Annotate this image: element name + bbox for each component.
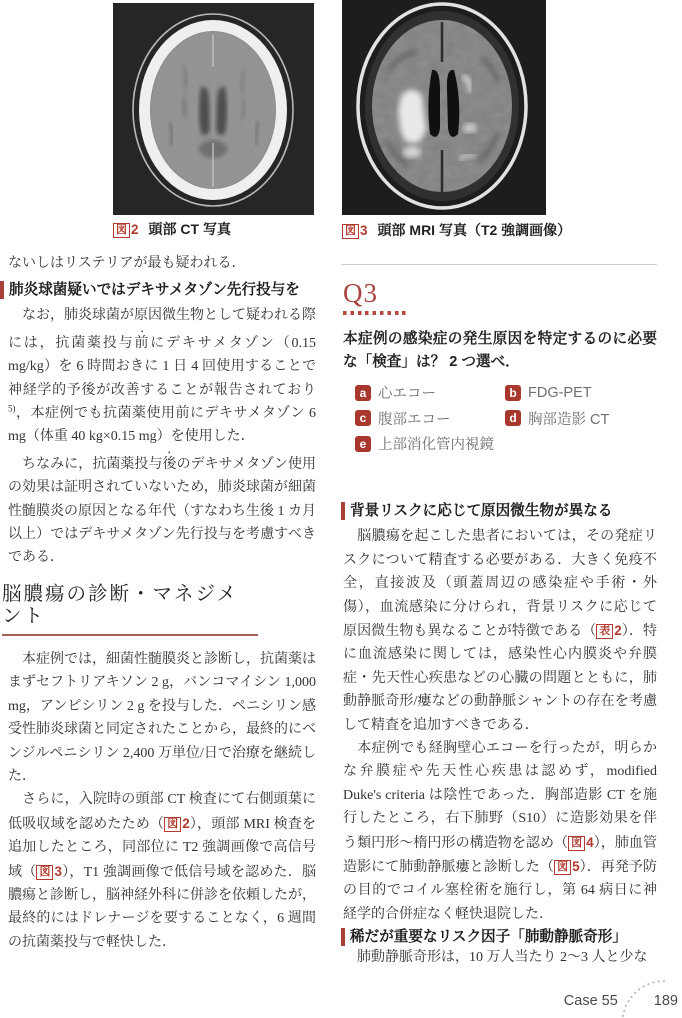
section-heading-pavm: 稀だが重要なリスク因子「肺動静脈奇形」 xyxy=(341,928,657,946)
figure3-label-icon: 図 xyxy=(342,224,359,239)
option-a xyxy=(355,382,505,403)
right-text-column xyxy=(341,264,657,970)
figure-reference: 図 3 xyxy=(36,865,62,880)
left-text-column xyxy=(0,252,316,954)
option-d xyxy=(505,408,657,429)
option-e xyxy=(355,433,505,454)
option-b-badge: b xyxy=(505,385,521,401)
option-b xyxy=(505,382,657,403)
page-footer xyxy=(564,978,678,1010)
question-text: 本症例の感染症の発生原因を特定するのに必要な「検査」は？ 2 つ選べ． xyxy=(343,330,657,370)
option-c-badge: c xyxy=(355,410,371,426)
option-d-label: 胸部造影 CT xyxy=(528,411,610,428)
section-heading-dexamethasone: 肺炎球菌疑いではデキサメタゾン先行投与を xyxy=(0,281,316,299)
option-a-badge: a xyxy=(355,385,371,401)
figure3-caption-text: 頭部 MRI 写真（T2 強調画像） xyxy=(377,222,572,238)
option-c xyxy=(355,408,505,429)
paragraph-dexamethasone-1: なお，肺炎球菌が原因微生物として疑われる際には，抗菌薬投与前にデキサメタゾン（0.15 mg/kg）を 6 時間おきに 1 日 4 回使用することで神経学的予後が改善することが報告されており$^{5)}$，本症例でも抗菌薬使用前にデキサメタゾン 6 mg（体重 40 kg×0.15 mg）を使用した． xyxy=(8,308,317,445)
intro-paragraph: ないしはリステリアが最も疑われる． xyxy=(8,256,246,271)
paragraph-workup: 本症例でも経胸壁心エコーを行ったが，明らかな弁膜症や先天性心疾患は認めず，modified Duke's criteria は陰性であった．胸部造影 CT を施行したところ，右下肺野（S10）に造影効果を伴う類円形〜楕円形の構造物を認め（ 図 4），肺血管造影にて肺動静脈瘻と診断した（ 図 5）．再発予防の目的でコイル塞栓術を施行し，第 64 病日に神経学的合併症なく軽快退院した． xyxy=(343,740,658,922)
figure-reference: 図 4 xyxy=(568,836,594,851)
option-d-badge: d xyxy=(505,410,521,426)
paragraph-risk: 脳膿瘍を起こした患者においては，その発症リスクについて精査する必要がある．大きく免疫不全，直接波及（頭蓋周辺の感染症や手術・外傷），血流感染に分けられ，背景リスクに応じて原因微生物も異なることが特徴である（ 表 2）．特に血流感染に関しては，感染性心内膜炎や弁膜症・先天性心疾患などの心臓の問題とともに，肺動静脈奇形/瘻などの動静脈シャントの存在を考慮して精査を追加すべきである． xyxy=(343,529,658,733)
option-e-label: 上部消化管内視鏡 xyxy=(378,437,494,454)
section-heading-brain-abscess: 脳膿瘍の診断・マネジメント xyxy=(2,583,258,636)
option-a-label: 心エコー xyxy=(378,386,436,403)
dotted-underline-decoration xyxy=(343,311,407,315)
paragraph-dexamethasone-2: ちなみに，抗菌薬投与後のデキサメタゾン使用の効果は証明されていないため，肺炎球菌が細菌性髄膜炎の原因となる年代（すなわち生後 1 カ月以上）ではデキサメタゾン先行投与を考慮すべきである． xyxy=(8,456,316,566)
case-label: Case 55 xyxy=(563,993,618,1009)
section-heading-background-risk: 背景リスクに応じて原因微生物が異なる xyxy=(341,502,657,520)
paragraph-imaging: さらに，入院時の頭部 CT 検査にて右側頭葉に低吸収域を認めたため（ 図 2），頭部 MRI 検査を追加したところ，同部位に T2 強調画像で高信号域（ 図 3），T1 強調画像で低信号域を認めた．脳膿瘍と診断し，脳神経外科に併診を依頼したが，最終的にはドレナージを要することなく，6 週間の抗菌薬投与で軽快した． xyxy=(8,792,316,950)
figure3-caption: 図 3 頭部 MRI 写真（T2 強調画像） xyxy=(342,220,571,240)
paragraph-treatment: 本症例では，細菌性髄膜炎と診断し，抗菌薬はまずセフトリアキソン 2 g，バンコマイシン 1,000 mg，アンピシリン 2 g を投与した．ペニシリン感受性肺炎球菌と同定されたことから，最終的にベンジルペニシリン 2,400 万単位/日で治療を継続した． xyxy=(8,651,316,784)
answer-options xyxy=(355,382,657,454)
figure2-label-icon: 図 xyxy=(113,223,130,238)
figure2-caption: 図 2 頭部 CT 写真 xyxy=(113,219,231,239)
figure2-caption-text: 頭部 CT 写真 xyxy=(148,221,231,237)
paragraph-pavm: 肺動静脈奇形は，10 万人当たり 2〜3 人と少な xyxy=(343,950,648,966)
option-c-label: 腹部エコー xyxy=(378,411,451,428)
question-number: Q3 xyxy=(343,278,378,308)
option-e-badge: e xyxy=(355,436,371,452)
option-b-label: FDG-PET xyxy=(528,384,592,401)
mri-scan-image xyxy=(342,0,546,215)
ct-scan-image xyxy=(113,3,314,215)
figure-reference: 図 5 xyxy=(554,860,580,875)
figure-reference: 表 2 xyxy=(596,624,622,639)
figure-reference: 図 2 xyxy=(164,817,190,832)
page-number: 189 xyxy=(653,993,678,1009)
